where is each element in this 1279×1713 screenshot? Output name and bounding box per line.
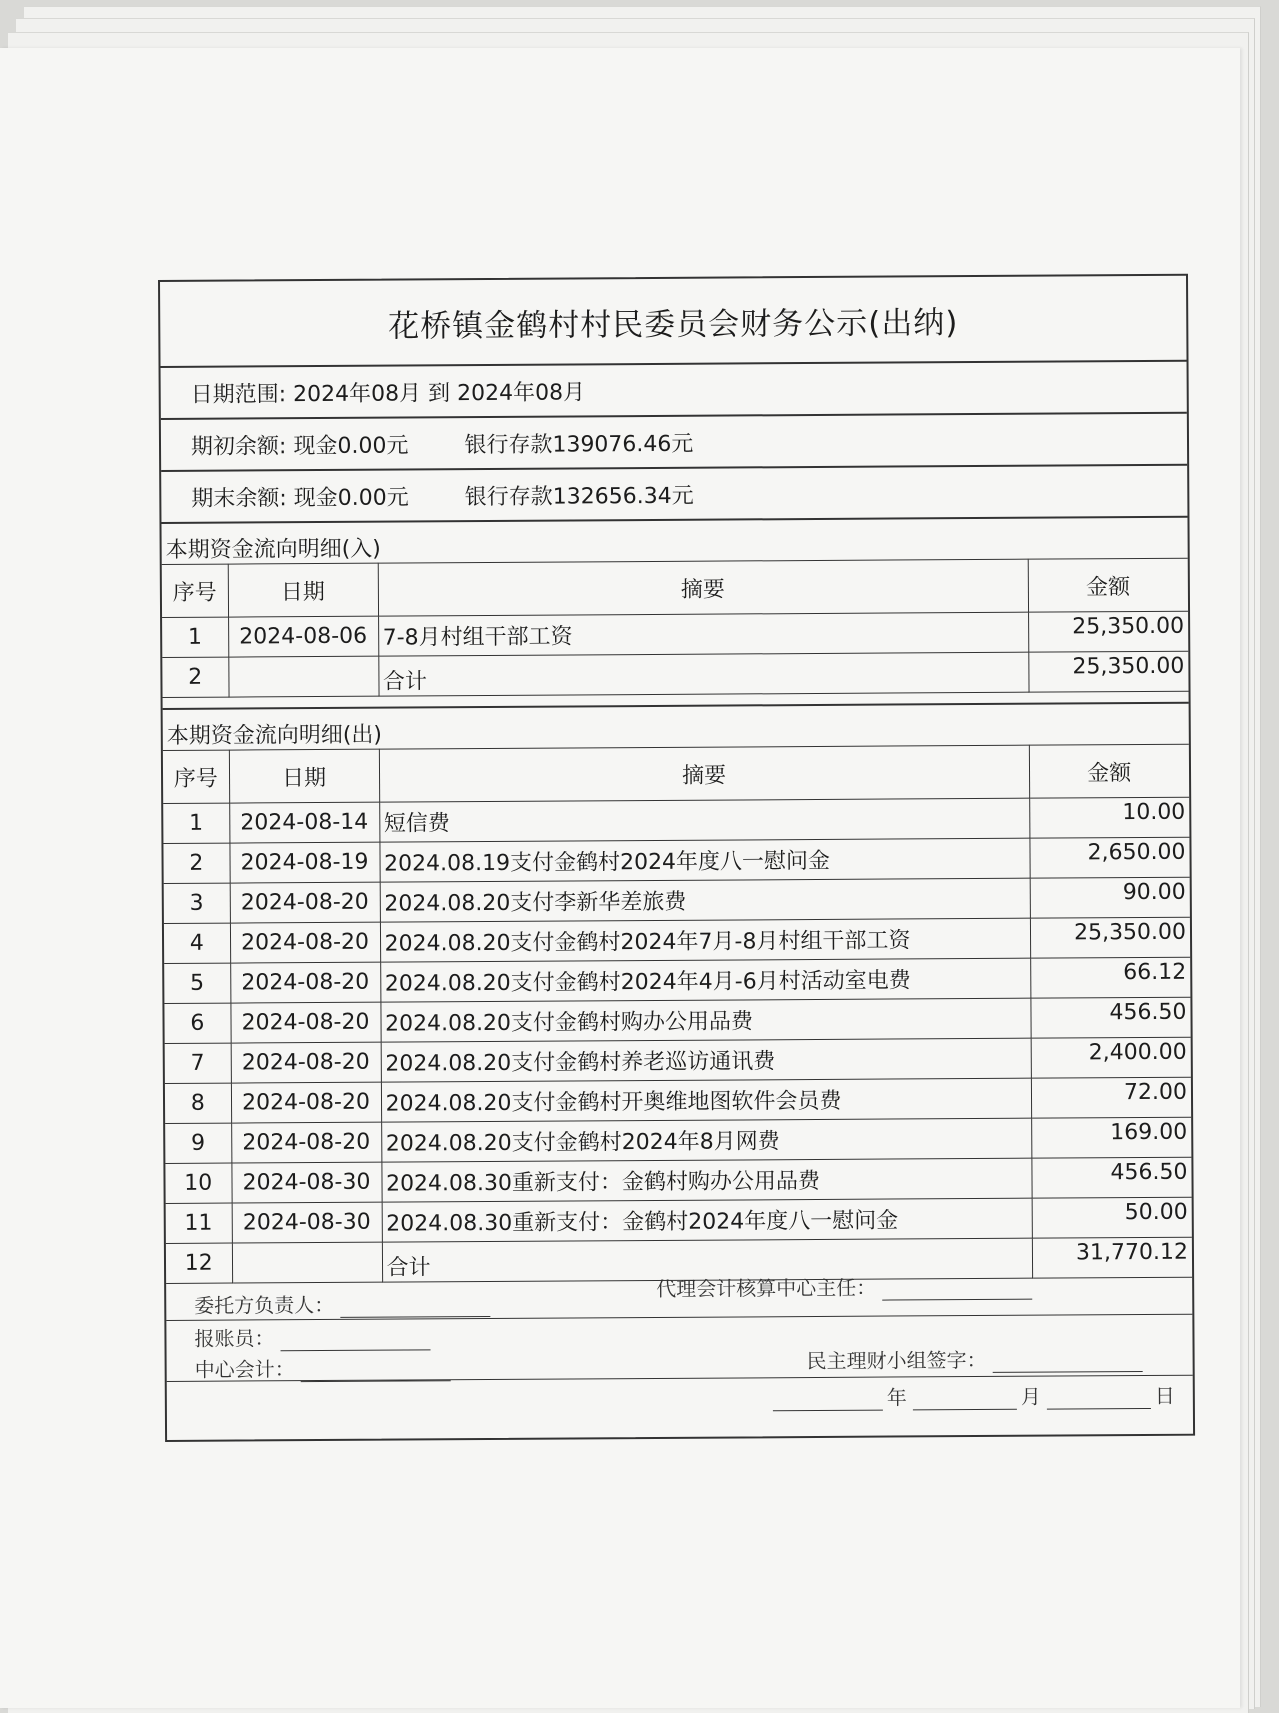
row-date: 2024-08-30 [231, 1162, 381, 1203]
row-summary: 2024.08.20支付金鹤村购办公用品费 [380, 998, 1030, 1042]
table-row [165, 1037, 1191, 1083]
row-date: 2024-08-19 [229, 842, 379, 883]
row-amount: 50.00 [1032, 1197, 1192, 1238]
header-date: 日期 [228, 563, 378, 617]
row-date [232, 1242, 382, 1283]
row-summary: 2024.08.20支付金鹤村2024年4月-6月村活动室电费 [380, 958, 1030, 1002]
opening-balance-row [161, 414, 1187, 472]
header-summary: 摘要 [378, 559, 1028, 616]
closing-balance-row [161, 466, 1187, 524]
closing-bank: 银行存款132656.34元 [464, 483, 694, 510]
financial-disclosure-form [158, 274, 1195, 1442]
expense-section-title: 本期资金流向明细(出) [166, 722, 383, 749]
row-no: 5 [164, 963, 230, 1003]
header-no: 序号 [163, 750, 229, 803]
year-blank [773, 1392, 883, 1412]
row-amount: 31,770.12 [1032, 1237, 1192, 1278]
day-label: 日 [1154, 1383, 1175, 1408]
table-row [162, 611, 1188, 657]
row-amount: 25,350.00 [1028, 651, 1188, 692]
income-header-row [162, 558, 1188, 617]
table-row [164, 957, 1190, 1003]
row-no: 1 [162, 617, 228, 657]
income-table [162, 558, 1189, 698]
row-no: 6 [164, 1003, 230, 1043]
principal-signature [194, 1288, 490, 1319]
row-date [228, 656, 378, 697]
row-no: 2 [163, 843, 229, 883]
row-date: 2024-08-20 [230, 922, 380, 963]
row-amount: 25,350.00 [1030, 917, 1190, 958]
row-no: 2 [162, 657, 228, 697]
row-amount: 66.12 [1030, 957, 1190, 998]
row-no: 4 [164, 923, 230, 963]
row-amount: 456.50 [1030, 997, 1190, 1038]
finance-group-label: 民主理财小组签字： [806, 1347, 987, 1374]
table-row [164, 997, 1190, 1043]
row-no: 11 [166, 1203, 232, 1243]
row-amount: 10.00 [1029, 797, 1189, 838]
row-summary: 短信费 [379, 798, 1029, 842]
day-blank [1047, 1390, 1151, 1410]
income-section-title: 本期资金流向明细(入) [165, 536, 381, 563]
row-summary: 7-8月村组干部工资 [378, 612, 1028, 656]
row-no: 12 [166, 1243, 232, 1283]
row-summary: 2024.08.30重新支付：金鹤村2024年度八一慰问金 [382, 1198, 1032, 1242]
table-row [165, 1117, 1191, 1163]
month-label: 月 [1020, 1384, 1041, 1409]
header-summary: 摘要 [379, 745, 1029, 802]
row-amount: 456.50 [1031, 1157, 1191, 1198]
row-date: 2024-08-14 [229, 802, 379, 843]
table-row [163, 797, 1189, 843]
signature-blank [993, 1353, 1143, 1373]
table-row [164, 917, 1190, 963]
reimburser-signature [194, 1321, 430, 1351]
reimburser-label: 报账员： [194, 1326, 275, 1351]
row-summary: 2024.08.20支付金鹤村2024年7月-8月村组干部工资 [380, 918, 1030, 962]
row-summary: 2024.08.20支付李新华差旅费 [380, 878, 1030, 922]
date-range-row [161, 362, 1187, 420]
row-amount: 72.00 [1031, 1077, 1191, 1118]
finance-group-signature [807, 1343, 1143, 1374]
signature-blank [301, 1362, 451, 1382]
row-summary: 2024.08.30重新支付：金鹤村购办公用品费 [381, 1158, 1031, 1202]
expense-table [163, 744, 1192, 1284]
opening-bank: 银行存款139076.46元 [464, 431, 694, 458]
signature-row [166, 1275, 1192, 1321]
signature-blank [340, 1298, 490, 1318]
date-range: 日期范围: 2024年08月 到 2024年08月 [190, 379, 586, 408]
center-director-label: 代理会计核算中心主任： [656, 1275, 877, 1301]
row-date: 2024-08-20 [230, 1002, 380, 1043]
date-signature [767, 1380, 1175, 1411]
row-no: 8 [165, 1083, 231, 1123]
signature-blank [280, 1331, 430, 1351]
row-amount: 2,650.00 [1029, 837, 1189, 878]
row-no: 9 [165, 1123, 231, 1163]
row-date: 2024-08-06 [228, 616, 378, 657]
row-summary: 合计 [378, 652, 1028, 696]
row-amount: 2,400.00 [1031, 1037, 1191, 1078]
row-date: 2024-08-30 [232, 1202, 382, 1243]
row-no: 3 [164, 883, 230, 923]
header-amount: 金额 [1028, 558, 1188, 612]
signature-blank [882, 1281, 1032, 1301]
row-amount: 169.00 [1031, 1117, 1191, 1158]
expense-header-row [163, 744, 1189, 803]
principal-label: 委托方负责人： [194, 1292, 335, 1318]
row-summary: 2024.08.19支付金鹤村2024年度八一慰问金 [379, 838, 1029, 882]
row-no: 7 [165, 1043, 231, 1083]
row-date: 2024-08-20 [231, 1042, 381, 1083]
center-accountant-signature [195, 1352, 451, 1383]
table-row [166, 1197, 1192, 1243]
signature-block [166, 1275, 1193, 1440]
paper-sheet [0, 48, 1240, 1708]
row-date: 2024-08-20 [231, 1122, 381, 1163]
row-summary: 2024.08.20支付金鹤村养老巡访通讯费 [381, 1038, 1031, 1082]
row-summary: 2024.08.20支付金鹤村开奥维地图软件会员费 [381, 1078, 1031, 1122]
table-row [165, 1157, 1191, 1203]
table-row [164, 877, 1190, 923]
row-summary: 合计 [382, 1238, 1032, 1282]
closing-cash: 期末余额: 现金0.00元 [191, 484, 409, 512]
row-date: 2024-08-20 [230, 962, 380, 1003]
header-date: 日期 [229, 749, 379, 803]
table-row-total [162, 651, 1188, 697]
table-row [163, 837, 1189, 883]
month-blank [913, 1391, 1017, 1411]
year-label: 年 [886, 1385, 907, 1410]
row-no: 1 [163, 803, 229, 843]
row-date: 2024-08-20 [231, 1082, 381, 1123]
row-summary: 2024.08.20支付金鹤村2024年8月网费 [381, 1118, 1031, 1162]
table-row [165, 1077, 1191, 1123]
row-amount: 90.00 [1030, 877, 1190, 918]
header-no: 序号 [162, 564, 228, 617]
row-no: 10 [165, 1163, 231, 1203]
row-date: 2024-08-20 [230, 882, 380, 923]
form-title: 花桥镇金鹤村村民委员会财务公示(出纳) [160, 276, 1187, 368]
center-director-signature [656, 1271, 1032, 1302]
center-accountant-label: 中心会计： [194, 1357, 295, 1382]
row-amount: 25,350.00 [1028, 611, 1188, 652]
header-amount: 金额 [1029, 744, 1189, 798]
opening-cash: 期初余额: 现金0.00元 [190, 432, 409, 460]
